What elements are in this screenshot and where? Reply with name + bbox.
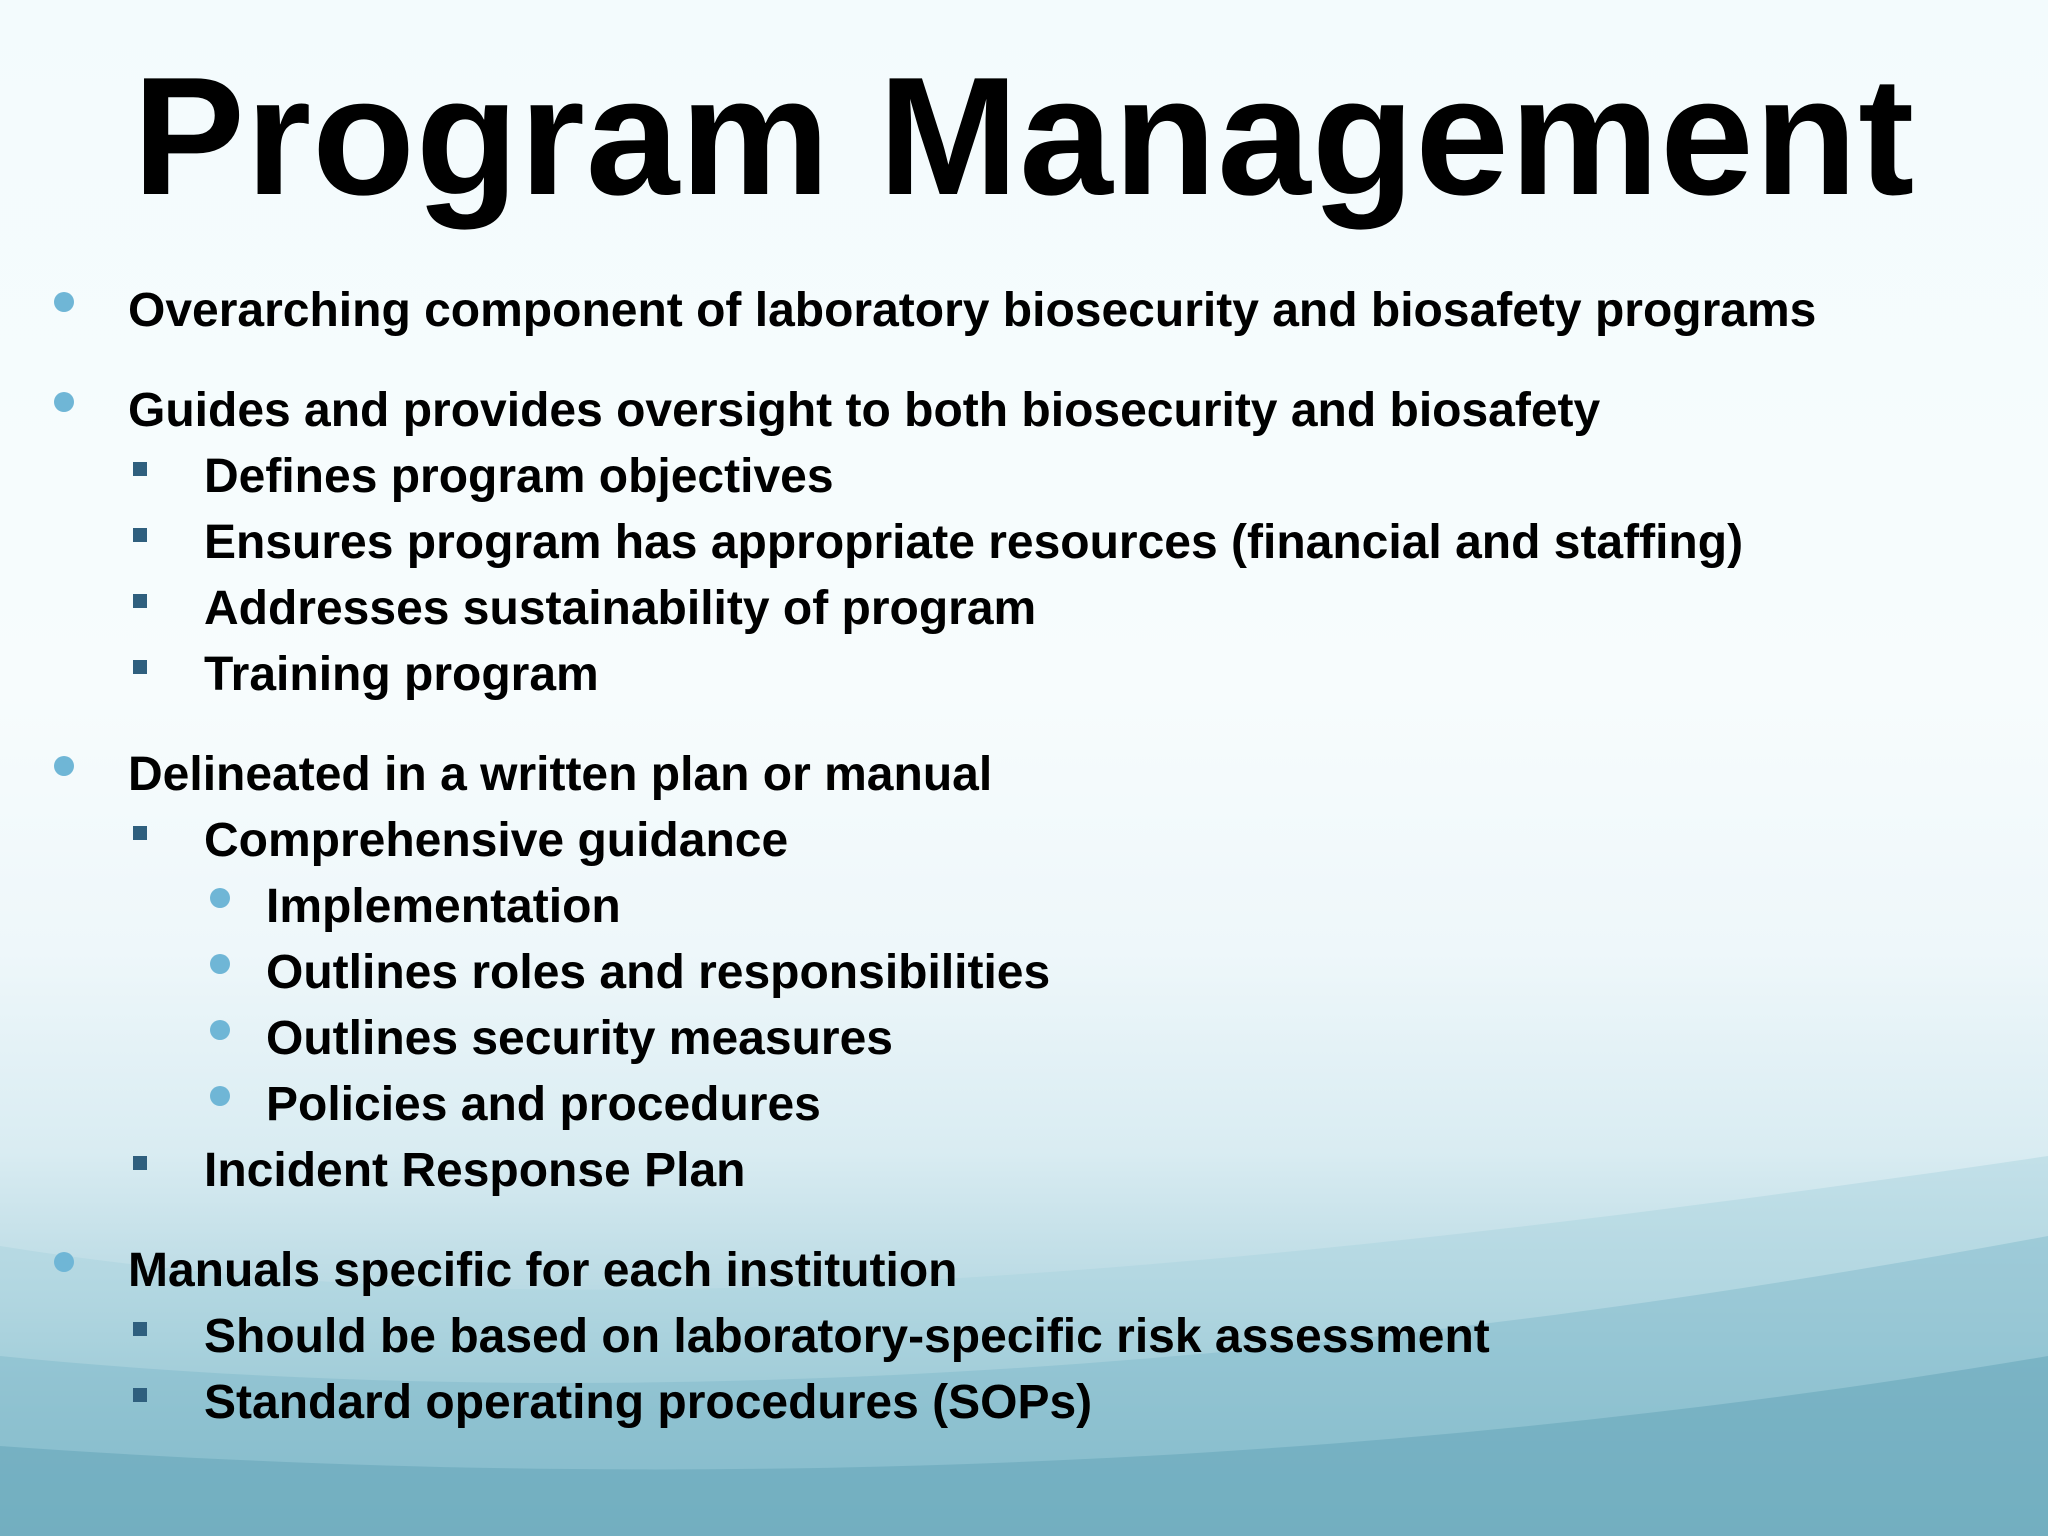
bullet-group-3: [54, 742, 2014, 1204]
bullet-text: Overarching component of laboratory biosecurity and biosafety programs: [128, 284, 1817, 337]
sub-bullet-text: Addresses sustainability of program: [204, 582, 1037, 635]
sub-bullet-item: [54, 510, 2014, 576]
sub-sub-bullet-item: [54, 874, 2014, 940]
bullet-item: [54, 278, 2014, 344]
sub-bullet-item: [54, 1304, 2014, 1370]
sub-sub-bullet-item: [54, 940, 2014, 1006]
square-bullet-icon: [133, 462, 147, 476]
sub-sub-bullet-text: Outlines security measures: [266, 1012, 893, 1065]
sub-bullet-text: Defines program objectives: [204, 450, 834, 503]
circle-bullet-icon: [54, 292, 74, 312]
sub-bullet-item: [54, 1370, 2014, 1436]
sub-sub-bullet-text: Implementation: [266, 880, 621, 933]
circle-bullet-icon: [210, 1086, 230, 1106]
bullet-text: Manuals specific for each institution: [128, 1244, 958, 1297]
bullet-group-4: [54, 1238, 2014, 1436]
bullet-item: [54, 742, 2014, 808]
bullet-item: [54, 378, 2014, 444]
sub-bullet-item: [54, 444, 2014, 510]
sub-bullet-text: Should be based on laboratory-specific risk assessment: [204, 1310, 1490, 1363]
sub-bullet-item: [54, 808, 2014, 874]
square-bullet-icon: [133, 594, 147, 608]
circle-bullet-icon: [210, 1020, 230, 1040]
circle-bullet-icon: [210, 954, 230, 974]
square-bullet-icon: [133, 1322, 147, 1336]
sub-bullet-text: Standard operating procedures (SOPs): [204, 1376, 1093, 1429]
bullet-text: Guides and provides oversight to both biosecurity and biosafety: [128, 384, 1601, 437]
sub-bullet-item: [54, 576, 2014, 642]
sub-sub-bullet-item: [54, 1072, 2014, 1138]
sub-bullet-item: [54, 1138, 2014, 1204]
bullet-group-1: [54, 278, 2014, 344]
sub-bullet-text: Incident Response Plan: [204, 1144, 746, 1197]
square-bullet-icon: [133, 660, 147, 674]
circle-bullet-icon: [54, 756, 74, 776]
sub-bullet-text: Comprehensive guidance: [204, 814, 789, 867]
sub-bullet-text: Ensures program has appropriate resources (financial and staffing): [204, 516, 1744, 569]
bullet-text: Delineated in a written plan or manual: [128, 748, 993, 801]
slide-title: Program Management: [132, 42, 1916, 230]
sub-bullet-text: Training program: [204, 648, 599, 701]
square-bullet-icon: [133, 528, 147, 542]
circle-bullet-icon: [54, 392, 74, 412]
sub-bullet-item: [54, 642, 2014, 708]
sub-sub-bullet-text: Outlines roles and responsibilities: [266, 946, 1051, 999]
bullet-item: [54, 1238, 2014, 1304]
square-bullet-icon: [133, 1388, 147, 1402]
bullet-list: [54, 278, 2014, 1470]
circle-bullet-icon: [210, 888, 230, 908]
bullet-group-2: [54, 378, 2014, 708]
circle-bullet-icon: [54, 1252, 74, 1272]
square-bullet-icon: [133, 1156, 147, 1170]
sub-sub-bullet-text: Policies and procedures: [266, 1078, 821, 1131]
sub-sub-bullet-item: [54, 1006, 2014, 1072]
square-bullet-icon: [133, 826, 147, 840]
